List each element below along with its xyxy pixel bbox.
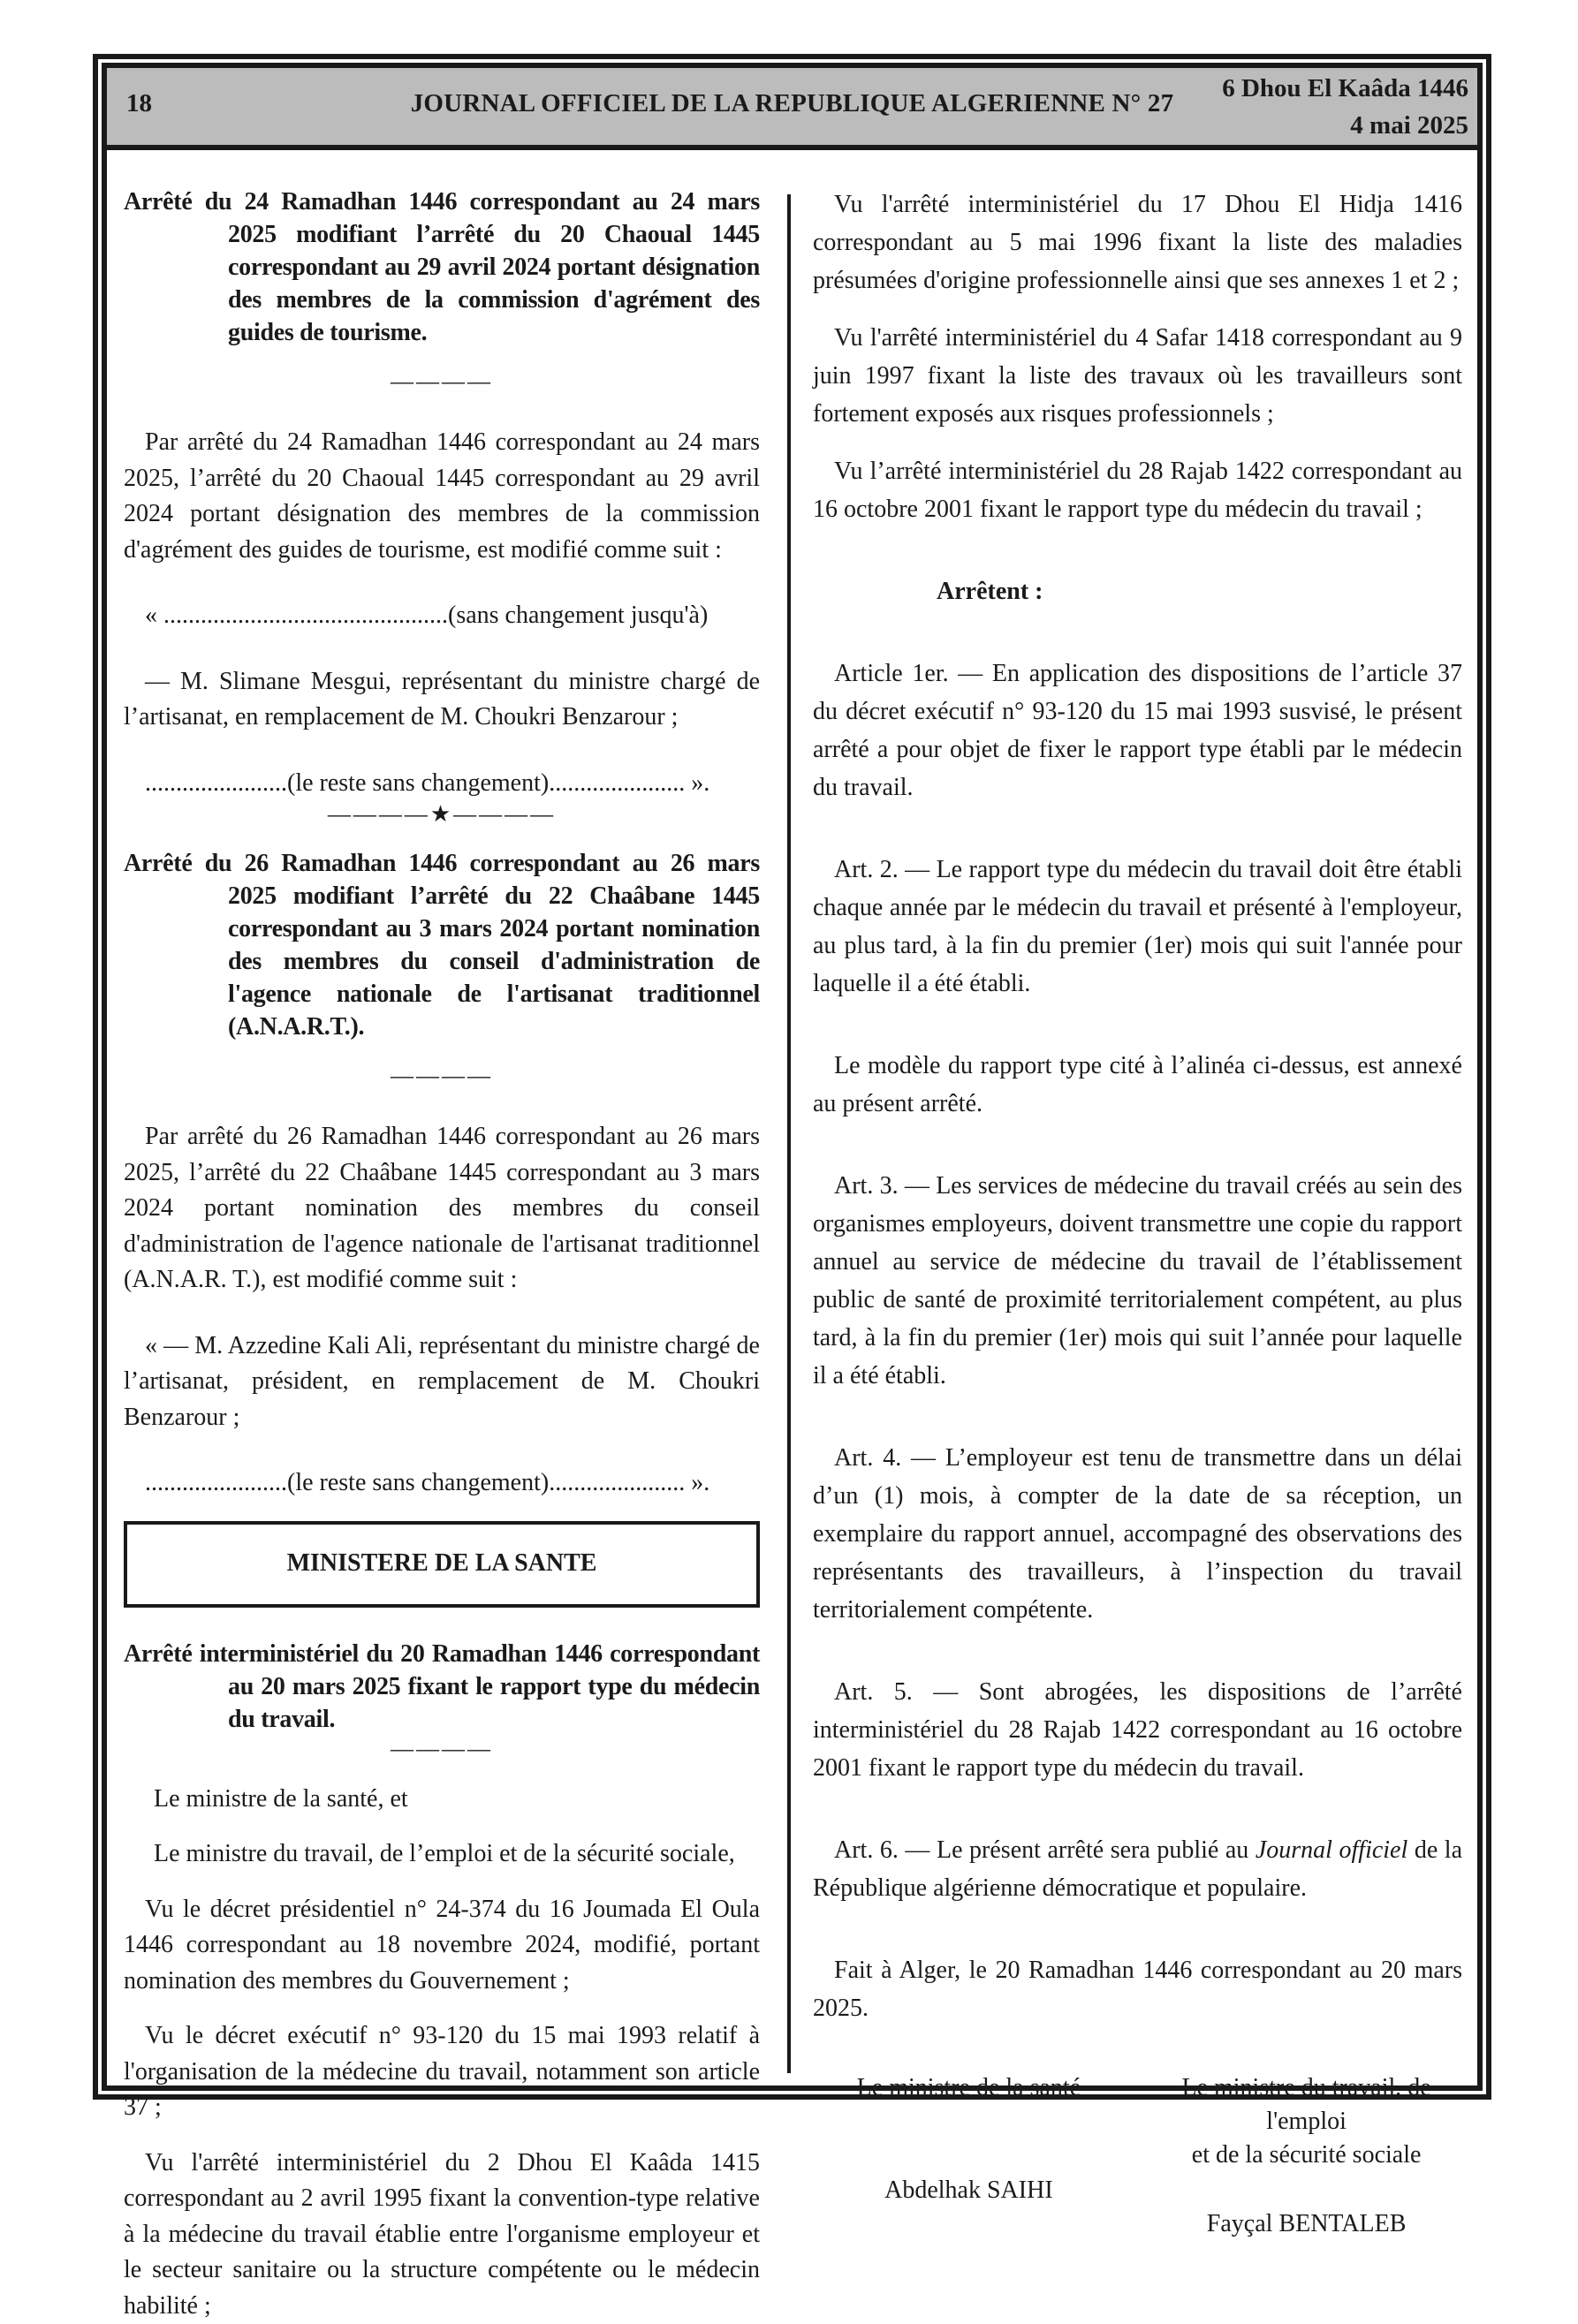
- left-column: [124, 185, 760, 2324]
- star-separator: ————★————: [124, 801, 760, 828]
- arrete-3-title: Arrêté interministériel du 20 Ramadhan 1446 correspondant au 20 mars 2025 fixant le rapport type du médecin du travail.: [124, 1638, 760, 1736]
- vu-arrete-1996: Vu l'arrêté interministériel du 17 Dhou El Hidja 1416 correspondant au 5 mai 1996 fixant la liste des maladies présumées d'origine professionnelle ainsi que ses annexes 1 et 2 ;: [813, 185, 1462, 299]
- article-2-annex: Le modèle du rapport type cité à l’alinéa ci-dessus, est annexé au présent arrêté.: [813, 1047, 1462, 1123]
- article-6-text-end: de la République algérienne démocratique et populaire.: [813, 1836, 1462, 1902]
- signatory-name: Abdelhak SAIHI: [813, 2174, 1125, 2207]
- right-column: [813, 185, 1462, 2241]
- page-number: 18: [126, 89, 152, 118]
- article-1: Article 1er. — En application des dispositions de l’article 37 du décret exécutif n° 93-120 du 15 mai 1993 susvisé, le présent arrêté a pour objet de fixer le rapport type établi par le médecin du travail.: [813, 655, 1462, 806]
- signatory-title: Le ministre de la santé: [813, 2071, 1125, 2105]
- arrete-2-quote-end: .......................(le reste sans changement)...................... ».: [124, 1465, 760, 1502]
- minister-2: Le ministre du travail, de l’emploi et de la sécurité sociale,: [124, 1836, 760, 1873]
- separator: ————: [124, 368, 760, 395]
- article-2: Art. 2. — Le rapport type du médecin du travail doit être établi chaque année par le médecin du travail et présenté à l'employeur, au plus tard, à la fin du premier (1er) mois qui suit l'année pour laquelle il a été établi.: [813, 851, 1462, 1003]
- arrete-1-quote-end: .......................(le reste sans changement)...................... ».: [124, 766, 760, 802]
- gregorian-date: 4 mai 2025: [1222, 107, 1468, 144]
- arrete-1-quote-start: « ..............................................(sans changement jusqu'à): [124, 598, 760, 634]
- article-6: [813, 1831, 1462, 1907]
- separator: ————: [124, 1063, 760, 1089]
- vu-arrete-1997: Vu l'arrêté interministériel du 4 Safar 1418 correspondant au 9 juin 1997 fixant la liste des travaux où les travailleurs sont fortement exposés aux risques professionnels ;: [813, 319, 1462, 433]
- ministry-heading: MINISTERE DE LA SANTE: [287, 1546, 597, 1582]
- vu-arrete-2001: Vu l’arrêté interministériel du 28 Rajab 1422 correspondant au 16 octobre 2001 fixant le rapport type du médecin du travail ;: [813, 452, 1462, 528]
- signatures: [813, 2071, 1462, 2241]
- page-header: [107, 68, 1477, 150]
- issue-date: [1222, 70, 1468, 144]
- arrete-2-title: Arrêté du 26 Ramadhan 1446 correspondant au 26 mars 2025 modifiant l’arrêté du 22 Chaâbane 1445 correspondant au 3 mars 2024 portant nomination des membres du conseil d'administration de l'agence nationale de l'artisanat traditionnel (A.N.A.R.T.).: [124, 847, 760, 1043]
- signature-right: [1150, 2071, 1462, 2241]
- arrete-1-member: — M. Slimane Mesgui, représentant du ministre chargé de l’artisanat, en remplacement de M. Choukri Benzarour ;: [124, 664, 760, 736]
- signatory-title-line2: et de la sécurité sociale: [1150, 2139, 1462, 2172]
- arrete-1-title: Arrêté du 24 Ramadhan 1446 correspondant au 24 mars 2025 modifiant l’arrêté du 20 Chaoual 1445 correspondant au 29 avril 2024 portant désignation des membres de la commission d'agrément des guides de tourisme.: [124, 185, 760, 349]
- done-at: Fait à Alger, le 20 Ramadhan 1446 correspondant au 20 mars 2025.: [813, 1951, 1462, 2027]
- article-4: Art. 4. — L’employeur est tenu de transmettre dans un délai d’un (1) mois, à compter de la date de sa réception, un exemplaire du rapport annuel, accompagné des observations des représentants des travailleurs, à l’inspection du travail territorialement compétente.: [813, 1439, 1462, 1629]
- ministry-heading-box: [124, 1521, 760, 1608]
- vu-decret-executif: Vu le décret exécutif n° 93-120 du 15 mai 1993 relatif à l'organisation de la médecine du travail, notamment son article 37 ;: [124, 2018, 760, 2126]
- signatory-title: Le ministre du travail, de l'emploi: [1150, 2071, 1462, 2139]
- column-divider: [787, 194, 791, 2073]
- arretent-heading: Arrêtent :: [813, 572, 1462, 610]
- signatory-name: Fayçal BENTALEB: [1150, 2207, 1462, 2241]
- arrete-2-body: Par arrêté du 26 Ramadhan 1446 correspondant au 26 mars 2025, l’arrêté du 22 Chaâbane 1445 correspondant au 3 mars 2024 portant nomination des membres du conseil d'administration de l'agence nationale de l'artisanat traditionnel (A.N.A.R. T.), est modifié comme suit :: [124, 1119, 760, 1298]
- article-6-text: Art. 6. — Le présent arrêté sera publié au: [834, 1836, 1256, 1864]
- minister-1: Le ministre de la santé, et: [124, 1782, 760, 1818]
- arrete-1-body: Par arrêté du 24 Ramadhan 1446 correspondant au 24 mars 2025, l’arrêté du 20 Chaoual 1445 correspondant au 29 avril 2024 portant désignation des membres de la commission d'agrément des guides de tourisme, est modifié comme suit :: [124, 425, 760, 568]
- journal-title: JOURNAL OFFICIEL DE LA REPUBLIQUE ALGERIENNE N° 27: [107, 89, 1477, 118]
- arrete-2-member: « — M. Azzedine Kali Ali, représentant du ministre chargé de l’artisanat, président, en remplacement de M. Choukri Benzarour ;: [124, 1329, 760, 1436]
- article-3: Art. 3. — Les services de médecine du travail créés au sein des organismes employeurs, doivent transmettre une copie du rapport annuel au service de médecine du travail de l’établissement public de santé de proximité territorialement compétent, au plus tard, à la fin du premier (1er) mois qui suit l’année pour laquelle il a été établi.: [813, 1167, 1462, 1395]
- separator: ————: [124, 1736, 760, 1762]
- vu-decret-presidentiel: Vu le décret présidentiel n° 24-374 du 16 Joumada El Oula 1446 correspondant au 18 novembre 2024, modifié, portant nomination des membres du Gouvernement ;: [124, 1892, 760, 2000]
- journal-officiel-italic: Journal officiel: [1256, 1836, 1407, 1864]
- signature-left: [813, 2071, 1125, 2241]
- article-5: Art. 5. — Sont abrogées, les dispositions de l’arrêté interministériel du 28 Rajab 1422 correspondant au 16 octobre 2001 fixant le rapport type du médecin du travail.: [813, 1673, 1462, 1787]
- vu-arrete-1995: Vu l'arrêté interministériel du 2 Dhou El Kaâda 1415 correspondant au 2 avril 1995 fixant la convention-type relative à la médecine du travail établie entre l'organisme employeur et le secteur sanitaire ou la structure compétente ou le médecin habilité ;: [124, 2146, 760, 2324]
- hijri-date: 6 Dhou El Kaâda 1446: [1222, 70, 1468, 107]
